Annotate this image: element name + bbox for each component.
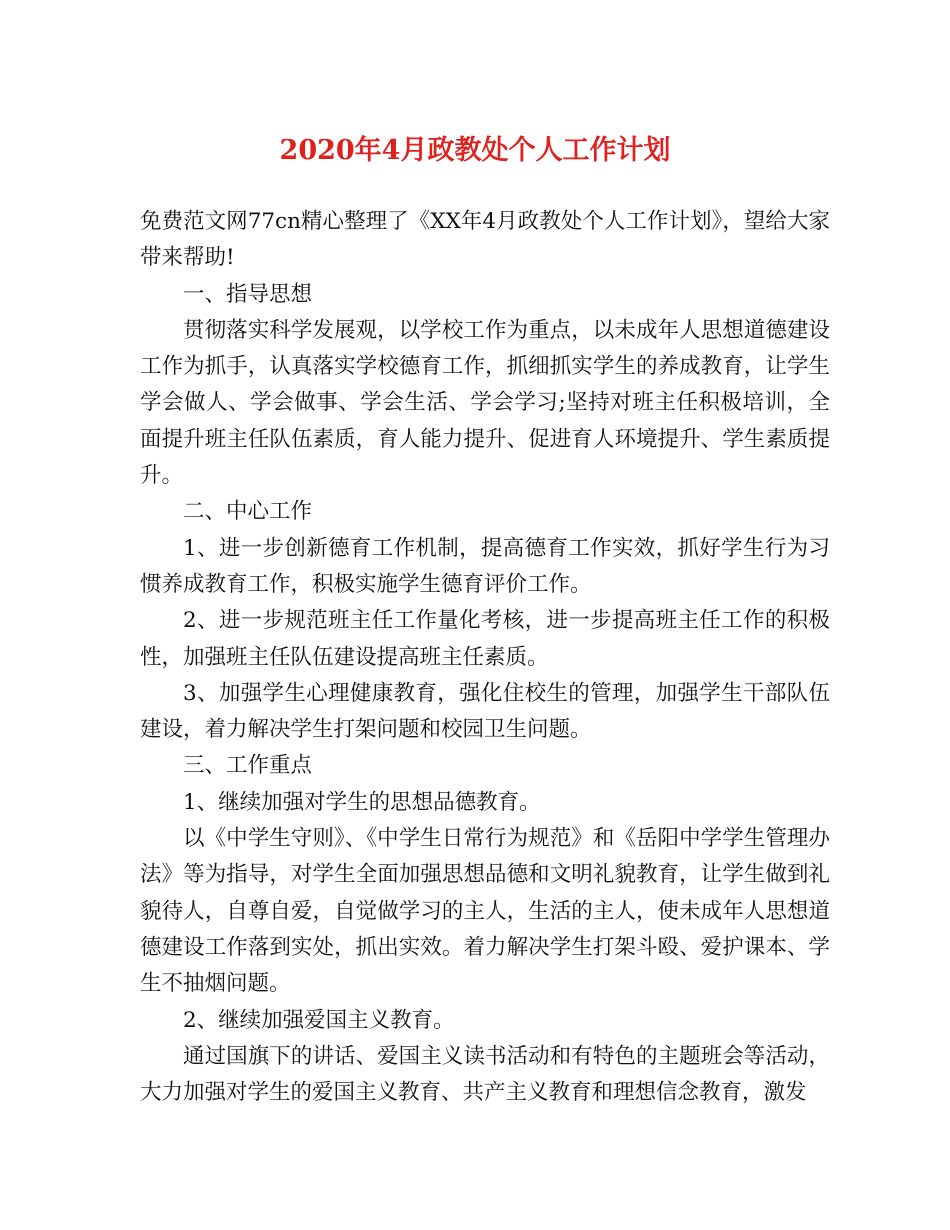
list-item: 2、进一步规范班主任工作量化考核，进一步提高班主任工作的积极性，加强班主任队伍建设提高班主任素质。 xyxy=(140,608,830,670)
paragraph: 通过国旗下的讲话、爱国主义读书活动和有特色的主题班会等活动，大力加强对学生的爱国主义教育、共产主义教育和理想信念教育，激发 xyxy=(140,1043,830,1106)
document-title: 2020年4月政教处个人工作计划 xyxy=(279,135,671,166)
document-body xyxy=(140,204,830,1111)
paragraph: 贯彻落实科学发展观，以学校工作为重点，以未成年人思想道德建设工作为抓手，认真落实学校德育工作，抓细抓实学生的养成教育，让学生学会做人、学会做事、学会生活、学会学习;坚持对班主任积极培训，全面提升班主任队伍素质，育人能力提升、促进育人环境提升、学生素质提升。 xyxy=(140,317,830,489)
section-heading-key-work: 三、工作重点 xyxy=(183,753,313,779)
paragraph: 以《中学生守则》、《中学生日常行为规范》和《岳阳中学学生管理办法》等为指导，对学生全面加强思想品德和文明礼貌教育，让学生做到礼貌待人，自尊自爱，自觉做学习的主人，生活的主人，使未成年人思想道德建设工作落到实处，抓出实效。着力解决学生打架斗殴、爱护课本、学生不抽烟问题。 xyxy=(140,826,830,997)
section-heading-core-work: 二、中心工作 xyxy=(183,499,313,525)
intro-paragraph: 免费范文网77cn精心整理了《XX年4月政教处个人工作计划》，望给大家带来帮助! xyxy=(140,209,830,271)
list-item: 1、进一步创新德育工作机制，提高德育工作实效，抓好学生行为习惯养成教育工作，积极实施学生德育评价工作。 xyxy=(140,535,830,597)
list-item: 2、继续加强爱国主义教育。 xyxy=(183,1007,455,1033)
list-item: 1、继续加强对学生的思想品德教育。 xyxy=(183,789,541,815)
section-heading-guiding-thought: 一、指导思想 xyxy=(183,281,313,307)
list-item: 3、加强学生心理健康教育，强化住校生的管理，加强学生干部队伍建设，着力解决学生打架问题和校园卫生问题。 xyxy=(140,680,830,743)
